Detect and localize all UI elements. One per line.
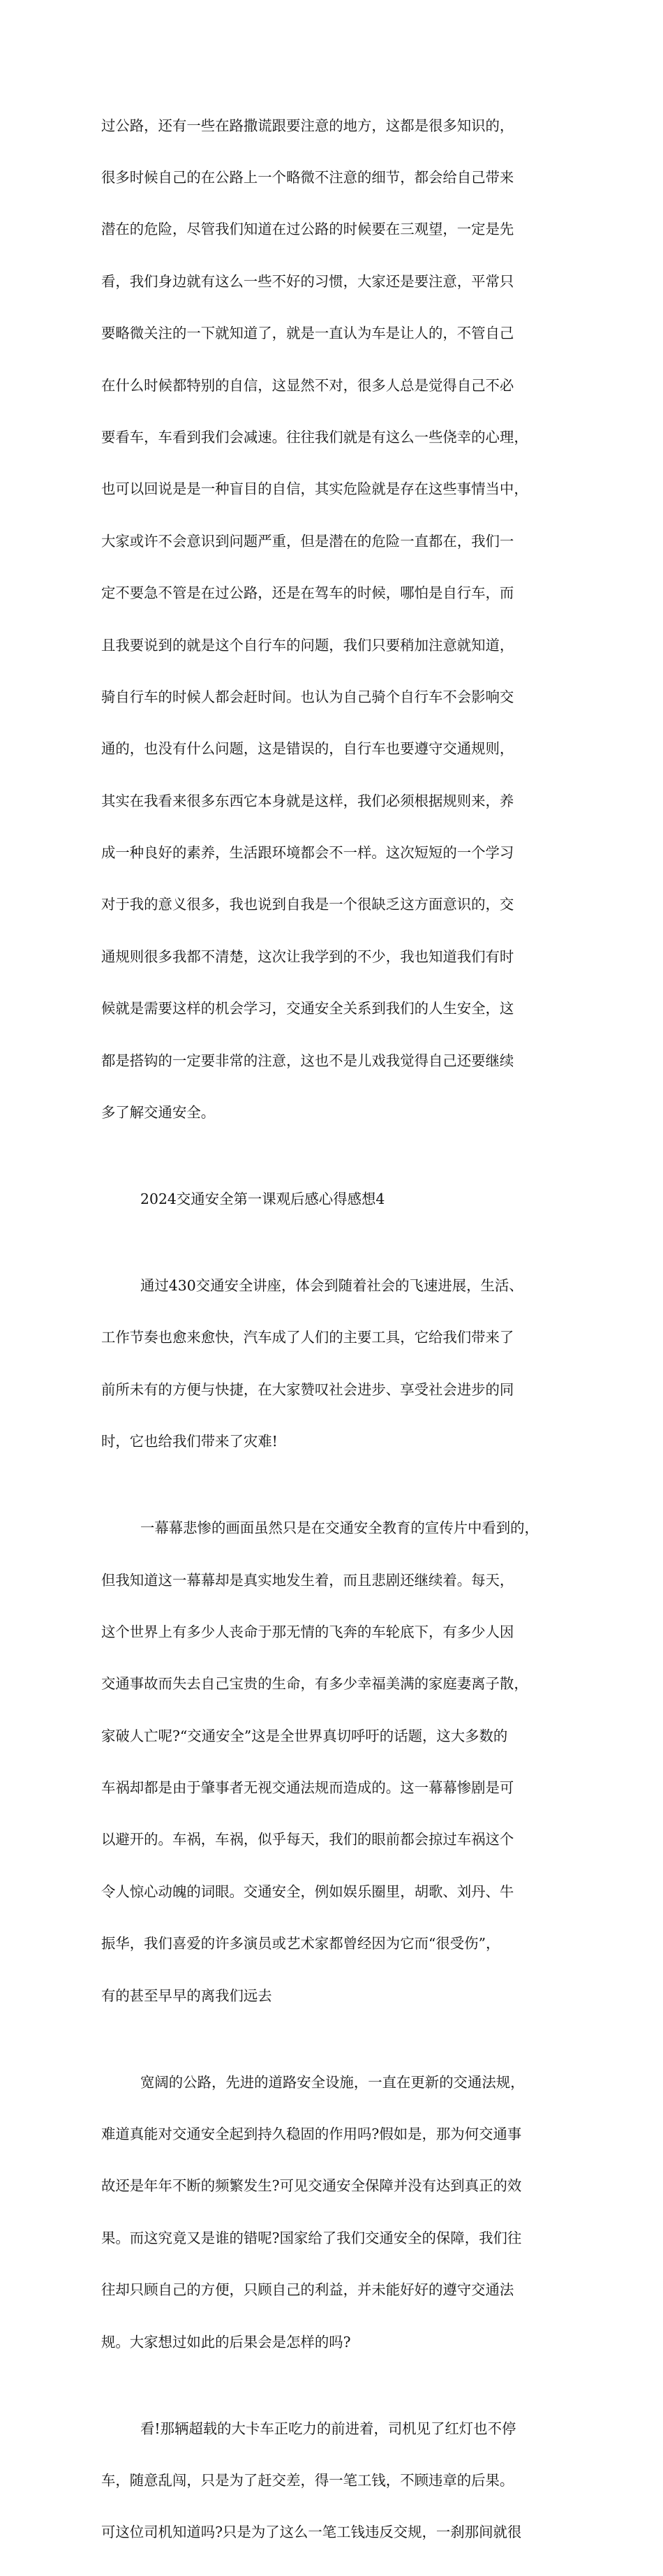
text-line: 大家或许不会意识到问题严重，但是潜在的危险一直都在，我们一 <box>101 532 514 550</box>
text-line: 这个世界上有多少人丧命于那无情的飞奔的车轮底下，有多少人因 <box>101 1623 514 1640</box>
text-line: 但我知道这一幕幕却是真实地发生着，而且悲剧还继续着。每天， <box>101 1571 514 1589</box>
text-line: 家破人亡呢?“交通安全”这是全世界真切呼吁的话题，这大多数的 <box>101 1727 508 1744</box>
text-line: 多了解交通安全。 <box>101 1104 216 1121</box>
text-line: 且我要说到的就是这个自行车的问题，我们只要稍加注意就知道， <box>101 636 514 654</box>
paragraph-1 <box>101 82 563 1156</box>
text-line: 有的甚至早早的离我们远去 <box>101 1987 272 2004</box>
text-line: 时，它也给我们带来了灾难! <box>101 1433 278 1450</box>
text-line: 要略微关注的一下就知道了，就是一直认为车是让人的，不管自己 <box>101 325 514 342</box>
text-line: 规。大家想过如此的后果会是怎样的吗? <box>101 2333 351 2350</box>
text-line: 难道真能对交通安全起到持久稳固的作用吗?假如是，那为何交通事 <box>101 2126 522 2143</box>
text-line: 车祸却都是由于肇事者无视交通法规而造成的。这一幕幕惨剧是可 <box>101 1779 514 1797</box>
text-line: 看，我们身边就有这么一些不好的习惯，大家还是要注意，平常只 <box>101 272 514 290</box>
text-line: 也可以回说是是一种盲目的自信，其实危险就是存在这些事情当中， <box>101 480 528 498</box>
text-line: 要看车，车看到我们会减速。往往我们就是有这么一些侥幸的心理， <box>101 428 528 446</box>
heading-line: 2024交通安全第一课观后感心得感想4 <box>140 1191 385 1207</box>
text-line: 过公路，还有一些在路撒谎跟要注意的地方，这都是很多知识的， <box>101 117 514 134</box>
text-line: 对于我的意义很多，我也说到自我是一个很缺乏这方面意识的，交 <box>101 896 514 913</box>
document-page <box>101 82 563 2576</box>
text-line: 一幕幕悲惨的画面虽然只是在交通安全教育的宣传片中看到的， <box>140 1519 539 1537</box>
text-line: 在什么时候都特别的自信，这显然不对，很多人总是觉得自己不必 <box>101 376 514 394</box>
text-line: 往却只顾自己的方便，只顾自己的利益，并未能好好的遵守交通法 <box>101 2281 514 2299</box>
text-line: 宽阔的公路，先进的道路安全设施，一直在更新的交通法规， <box>140 2073 525 2091</box>
paragraph-2 <box>101 1242 563 1485</box>
text-line: 潜在的危险，尽管我们知道在过公路的时候要在三观望，一定是先 <box>101 221 514 238</box>
text-line: 以避开的。车祸，车祸，似乎每天，我们的眼前都会掠过车祸这个 <box>101 1831 514 1848</box>
section-heading <box>101 1156 563 1242</box>
paragraph-3 <box>101 1485 563 2040</box>
text-line: 成一种良好的素养，生活跟环境都会不一样。这次短短的一个学习 <box>101 844 514 862</box>
text-line: 交通事故而失去自己宝贵的生命，有多少幸福美满的家庭妻离子散， <box>101 1675 528 1693</box>
text-line: 通过430交通安全讲座，体会到随着社会的飞速进展，生活、 <box>140 1276 523 1294</box>
text-line: 通的，也没有什么问题，这是错误的，自行车也要遵守交通规则， <box>101 740 514 758</box>
text-line: 其实在我看来很多东西它本身就是这样，我们必须根据规则来，养 <box>101 792 514 809</box>
text-line: 可这位司机知道吗?只是为了这么一笔工钱违反交规，一刹那间就很 <box>101 2524 522 2541</box>
text-line: 车，随意乱闯，只是为了赶交差，得一笔工钱，不顾违章的后果。 <box>101 2471 514 2489</box>
text-line: 令人惊心动魄的词眼。交通安全，例如娱乐圈里，胡歌、刘丹、牛 <box>101 1883 514 1900</box>
paragraph-5 <box>101 2385 563 2576</box>
text-line: 都是搭钩的一定要非常的注意，这也不是儿戏我觉得自己还要继续 <box>101 1052 514 1069</box>
text-line: 故还是年年不断的频繁发生?可见交通安全保障并没有达到真正的效 <box>101 2177 522 2195</box>
text-line: 通规则很多我都不清楚，这次让我学到的不少，我也知道我们有时 <box>101 948 514 965</box>
text-line: 定不要急不管是在过公路，还是在驾车的时候，哪怕是自行车，而 <box>101 584 514 602</box>
text-line: 工作节奏也愈来愈快，汽车成了人们的主要工具，它给我们带来了 <box>101 1329 514 1346</box>
text-line: 骑自行车的时候人都会赶时间。也认为自己骑个自行车不会影响交 <box>101 688 514 705</box>
text-line: 振华，我们喜爱的许多演员或艺术家都曾经因为它而“很受伤”， <box>101 1935 500 1952</box>
text-line: 候就是需要这样的机会学习，交通安全关系到我们的人生安全，这 <box>101 1000 514 1017</box>
paragraph-4 <box>101 2039 563 2385</box>
text-line: 果。而这究竟又是谁的错呢?国家给了我们交通安全的保障，我们往 <box>101 2229 522 2246</box>
text-line: 看!那辆超载的大卡车正吃力的前进着，司机见了红灯也不停 <box>140 2420 516 2437</box>
text-line: 前所未有的方便与快捷，在大家赞叹社会进步、享受社会进步的同 <box>101 1381 514 1398</box>
text-line: 很多时候自己的在公路上一个略微不注意的细节，都会给自己带来 <box>101 168 514 186</box>
